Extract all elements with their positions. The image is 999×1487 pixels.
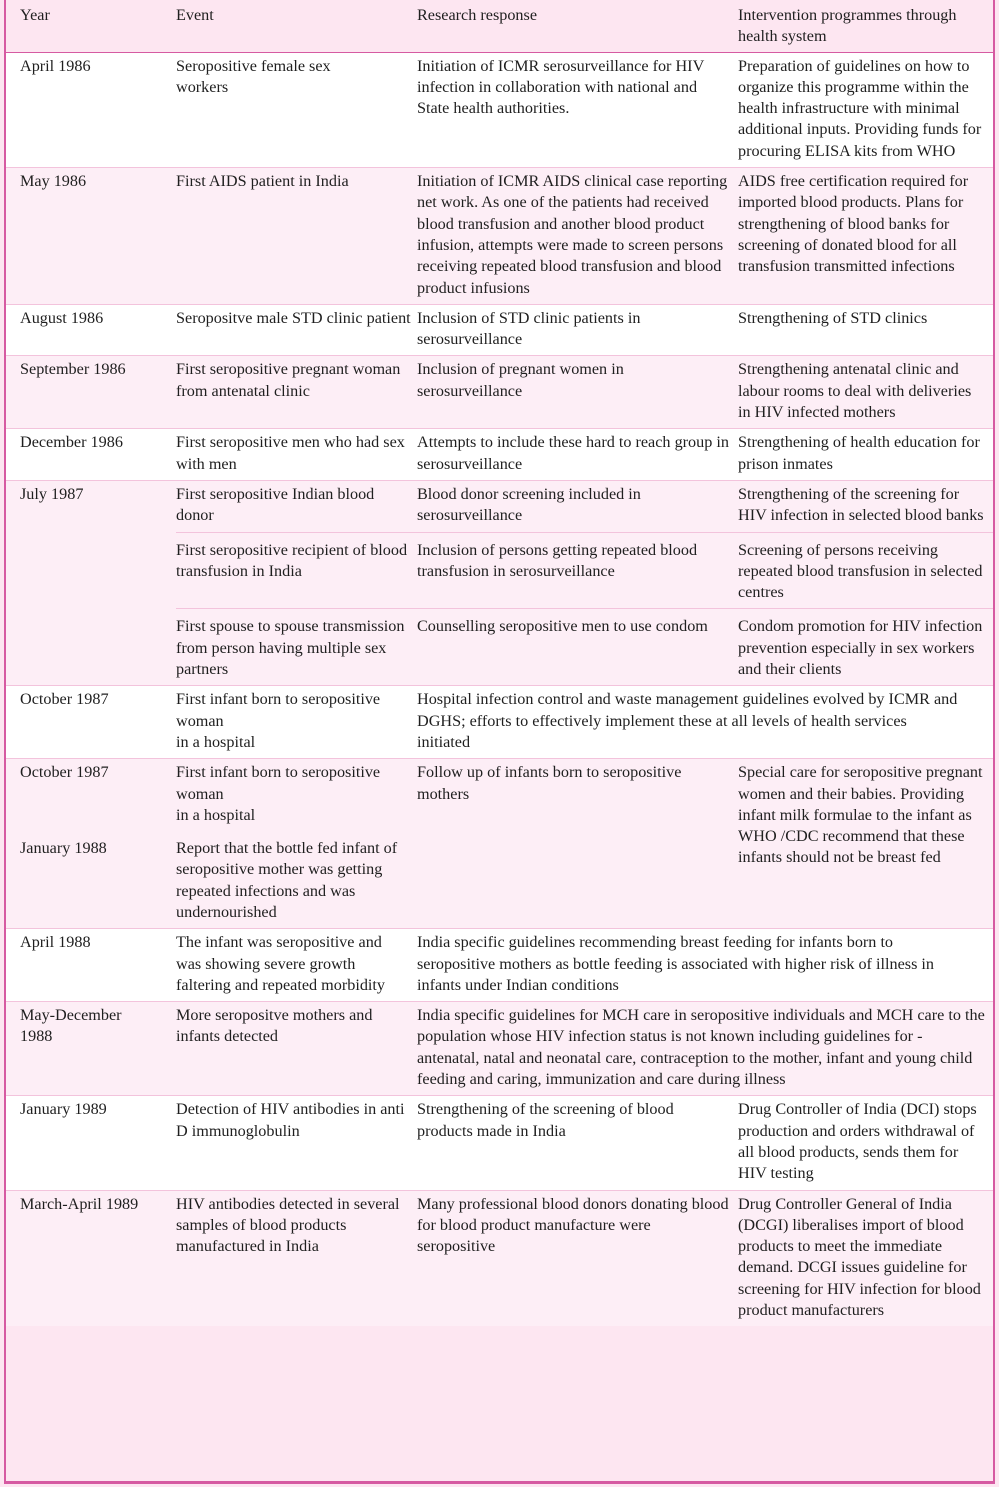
year-cell: December 1986 (6, 429, 176, 481)
year-cell: August 1986 (6, 304, 176, 356)
timeline-table-frame (4, 0, 995, 1484)
year-cell: January 1989 (6, 1096, 176, 1190)
event-line: First infant born to seropositive woman (176, 690, 381, 730)
table-row (6, 168, 993, 305)
research-cell: Inclusion of STD clinic patients in serosurveillance (417, 304, 738, 356)
intervention-cell: Screening of persons receiving repeated blood transfusion in selected centres (738, 532, 993, 609)
table-row (6, 929, 993, 1002)
year-cell: March-April 1989 (6, 1190, 176, 1326)
header-year: Year (6, 0, 176, 52)
intervention-cell: Strengthening of the screening for HIV infection in selected blood banks (738, 480, 993, 532)
header-row (6, 0, 993, 52)
research-cell: Blood donor screening included in serosurveillance (417, 480, 738, 532)
research-intervention-cell: Hospital infection control and waste management guidelines evolved by ICMR and DGHS; efforts to effectively implement these at all levels of health services initiated (417, 686, 993, 759)
table-row (6, 356, 993, 429)
table-row (6, 52, 993, 167)
research-cell: Inclusion of persons getting repeated blood transfusion in serosurveillance (417, 532, 738, 609)
event-cell: First seropositive Indian blood donor (176, 480, 417, 532)
table-row (6, 1096, 993, 1190)
event-cell: First spouse to spouse transmission from person having multiple sex partners (176, 609, 417, 686)
table-row (6, 759, 993, 831)
header-research: Research response (417, 0, 738, 52)
intervention-cell: Condom promotion for HIV infection prevention especially in sex workers and their clients (738, 609, 993, 686)
hiv-timeline-table (6, 0, 993, 1326)
header-event: Event (176, 0, 417, 52)
intervention-cell: Strengthening antenatal clinic and labour rooms to deal with deliveries in HIV infected mothers (738, 356, 993, 429)
intervention-cell: Preparation of guidelines on how to organize this programme within the health infrastructure with minimal additional inputs. Providing funds for procuring ELISA kits from WHO (738, 52, 993, 167)
event-cell: Seropositive female sex workers (176, 52, 417, 167)
event-cell: First AIDS patient in India (176, 168, 417, 305)
year-cell: September 1986 (6, 356, 176, 429)
year-cell (6, 532, 176, 609)
table-row (6, 1002, 993, 1096)
year-cell: April 1988 (6, 929, 176, 1002)
event-cell: Detection of HIV antibodies in anti D immunoglobulin (176, 1096, 417, 1190)
table-row (6, 429, 993, 481)
table-row (6, 304, 993, 356)
event-cell: Report that the bottle fed infant of seropositive mother was getting repeated infections and was undernourished (176, 831, 417, 929)
research-cell: Many professional blood donors donating blood for blood product manufacture were seropositive (417, 1190, 738, 1326)
event-cell: First seropositive men who had sex with men (176, 429, 417, 481)
intervention-cell: Strengthening of health education for prison inmates (738, 429, 993, 481)
research-cell: Follow up of infants born to seropositive mothers (417, 759, 738, 929)
year-cell: January 1988 (6, 831, 176, 929)
intervention-cell: Drug Controller General of India (DCGI) liberalises import of blood products to meet the immediate demand. DCGI issues guideline for screening for HIV infection for blood product manufacturers (738, 1190, 993, 1326)
year-cell: October 1987 (6, 686, 176, 759)
research-cell: Strengthening of the screening of blood products made in India (417, 1096, 738, 1190)
intervention-cell: Drug Controller of India (DCI) stops production and orders withdrawal of all blood products, sends them for HIV testing (738, 1096, 993, 1190)
event-cell: Seropositve male STD clinic patient (176, 304, 417, 356)
intervention-cell: AIDS free certification required for imported blood products. Plans for strengthening of blood banks for screening of donated blood for all transfusion transmitted infections (738, 168, 993, 305)
year-cell (6, 609, 176, 686)
event-cell: More seropositve mothers and infants detected (176, 1002, 417, 1096)
research-cell: Initiation of ICMR AIDS clinical case reporting net work. As one of the patients had received blood transfusion and another blood product infusion, attempts were made to screen persons receiving repeated blood transfusion and blood product infusions (417, 168, 738, 305)
research-intervention-cell: India specific guidelines recommending breast feeding for infants born to seropositive mothers as bottle feeding is associated with higher risk of illness in infants under Indian conditions (417, 929, 993, 1002)
event-cell (176, 759, 417, 831)
year-cell: July 1987 (6, 480, 176, 532)
table-row (6, 686, 993, 759)
header-intervention: Intervention programmes through health system (738, 0, 993, 52)
intervention-cell: Strengthening of STD clinics (738, 304, 993, 356)
research-cell: Initiation of ICMR serosurveillance for HIV infection in collaboration with national and State health authorities. (417, 52, 738, 167)
year-cell: October 1987 (6, 759, 176, 831)
research-cell: Counselling seropositive men to use condom (417, 609, 738, 686)
year-cell: April 1986 (6, 52, 176, 167)
event-cell (176, 686, 417, 759)
table-row (6, 1190, 993, 1326)
research-cell: Inclusion of pregnant women in serosurveillance (417, 356, 738, 429)
event-cell: HIV antibodies detected in several samples of blood products manufactured in India (176, 1190, 417, 1326)
research-cell: Attempts to include these hard to reach group in serosurveillance (417, 429, 738, 481)
year-cell: May-December 1988 (6, 1002, 176, 1096)
table-row (6, 609, 993, 686)
event-line: in a hospital (176, 805, 256, 824)
event-line: First infant born to seropositive woman (176, 763, 381, 803)
event-cell: First seropositive pregnant woman from antenatal clinic (176, 356, 417, 429)
table-row (6, 480, 993, 532)
event-cell: First seropositive recipient of blood transfusion in India (176, 532, 417, 609)
table-row (6, 532, 993, 609)
intervention-cell: Special care for seropositive pregnant women and their babies. Providing infant milk formulae to the infant as WHO /CDC recommend that these infants should not be breast fed (738, 759, 993, 929)
event-line: in a hospital (176, 732, 256, 751)
research-intervention-cell: India specific guidelines for MCH care in seropositive individuals and MCH care to the population whose HIV infection status is not known including guidelines for - antenatal, natal and neonatal care, contraception to the mother, infant and young child feeding and caring, immunization and care during illness (417, 1002, 993, 1096)
event-cell: The infant was seropositive and was showing severe growth faltering and repeated morbidity (176, 929, 417, 1002)
year-cell: May 1986 (6, 168, 176, 305)
